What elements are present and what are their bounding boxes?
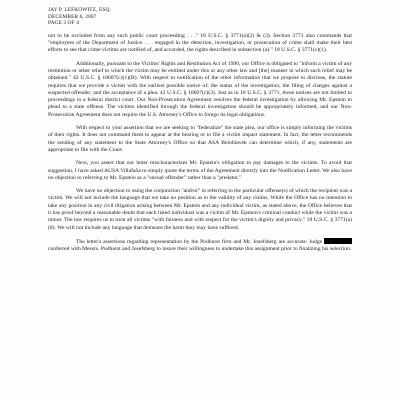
date-line: DECEMBER 6, 2007 — [48, 13, 97, 20]
paragraph-representation — [48, 238, 352, 254]
paragraph-damages-obligation: Next, you assert that our letter mischaracterizes Mr. Epstein's obligation to pay damages to the victims. To avoid that suggestion, I have asked AUSA Villafaña to simply quote the terms of the Agreement directly into the Notification Letter. We also have no objection to referring to Mr. Epstein as a "sexual offender" rather than a "predator." — [48, 160, 352, 181]
letter-body — [48, 33, 352, 254]
paragraph-representation-end: conferred with Messrs. Podhurst and Josefsberg to insure their willingness to undertake this assignment prior to finalizing his selection. — [48, 246, 352, 253]
paragraph-victims-rights-act: Additionally, pursuant to the Victims' Rights and Restitution Act of 1990, our Office is obligated to "inform a victim of any restitution or other relief to which the victim may be entitled under this or any other law and [the] manner in which such relief may be obtained." 42 U.S.C. § 10607(c)(1)(B). With respect to notification of the other information that we propose to disclose, the statute requires that we provide a victim with the earliest possible notice of: the status of the investigation; the filing of charges against a suspected offender; and the acceptance of a plea. 42 U.S.C. § 10607(c)(3). Just as in 18 U.S.C. § 3771, those notices are not limited to proceedings in a federal district court. Our Non-Prosecution Agreement resolves the federal investigation by allowing Mr. Epstein to plead to a state offense. The victims identified through the federal investigation should be appropriately informed, and our Non-Prosecution Agreement does not require the U.S. Attorney's Office to forego its legal obligations. — [48, 60, 352, 118]
author-line: JAY P. LEFKOWITZ, ESQ. — [48, 7, 111, 13]
paragraph-and-or-conjunction: We have no objection to using the conjunction "and/or" in referring to the particular offense(s) of which the recipient was a victim. We will not include the language that we take no position as to the validity of any claims. While the Office has no intention to take any position in any civil litigation arising between Mr. Epstein and any individual victim, as stated above, the Office believes that it has proof beyond a reasonable doubt that each listed individual was a victim of Mr. Epstein's criminal conduct while the victim was a minor. The law requires us to treat all victims "with fairness and with respect for the victim's dignity and privacy." 18 U.S.C. § 3771(a)(8). We will not include any language that demeans the harm they may have suffered. — [48, 188, 352, 231]
redaction-block — [324, 238, 352, 244]
page-number-line: PAGE 3 OF 4 — [48, 20, 80, 27]
letter-header — [48, 7, 352, 27]
paragraph-statute-section-3771: not to be excluded from any such public court proceeding . . ." 18 U.S.C. § 3771(a)(2) & (3). Section 3771 also commands that "employees of the Department of Justice . . . engaged in the detection, investigation, or prosecution of crime shall make their best efforts to see that crime victims are notified of, and accorded, the rights described in subsection (a)." 18 U.S.C. § 3771(c)(1). — [48, 32, 352, 54]
paragraph-representation-start: The letter's assertions regarding representation by the Podhurst firm and Mr. Josefsberg are accurate. Judge — [76, 238, 323, 245]
paragraph-federalize-assertion: With respect to your assertion that we are seeking to "federalize" the state plea, our office is simply informing the victims of their rights. It does not command them to appear at the hearing or to file a victim impact statement. In fact, the letter recommends the sending of any statement to the State Attorney's Office so that ASA Belohlavek can determine which, if any, statements are appropriate to file with the Court. — [48, 125, 352, 153]
